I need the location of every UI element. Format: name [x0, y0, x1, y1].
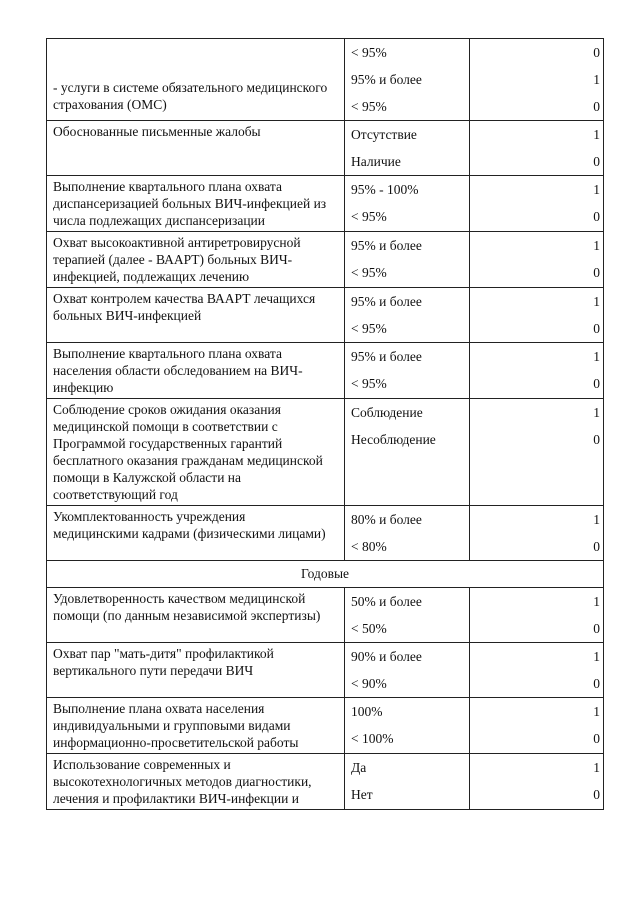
score-value: 1	[593, 512, 600, 527]
value-cell	[345, 343, 470, 399]
table-row	[47, 232, 604, 288]
indicator-value: 95% - 100%	[351, 182, 419, 197]
criterion-text	[47, 232, 344, 287]
criterion-line	[53, 62, 340, 79]
score-value: 0	[593, 787, 600, 802]
indicator-value: < 95%	[351, 265, 387, 280]
score-value: 1	[593, 182, 600, 197]
criterion-line: Обоснованные письменные жалобы	[53, 124, 261, 139]
criterion-line: помощи (по данным независимой экспертизы)	[53, 608, 321, 623]
score-cell	[470, 39, 604, 121]
criterion-cell	[47, 176, 345, 232]
table-row	[47, 288, 604, 343]
score-value: 0	[593, 209, 600, 224]
criterion-line: диспансеризацией больных ВИЧ-инфекцией из	[53, 196, 327, 211]
criterion-line: Программой государственных гарантий	[53, 436, 283, 451]
value-cell	[345, 399, 470, 506]
score-cell	[470, 121, 604, 176]
score-value: 1	[593, 760, 600, 775]
score-value: 1	[593, 405, 600, 420]
table-row	[47, 343, 604, 399]
score-value: 0	[593, 676, 600, 691]
indicator-value: Отсутствие	[351, 127, 417, 142]
score-value: 0	[593, 432, 600, 447]
indicator-value: 90% и более	[351, 649, 422, 664]
criterion-text	[47, 121, 344, 142]
criterion-line: высокотехнологичных методов диагностики,	[53, 774, 312, 789]
criterion-cell	[47, 39, 345, 121]
criterion-line: вертикального пути передачи ВИЧ	[53, 663, 254, 678]
indicator-value: Несоблюдение	[351, 432, 436, 447]
annual-section	[47, 561, 604, 588]
score-cell	[470, 176, 604, 232]
criterion-line: числа подлежащих диспансеризации	[53, 213, 266, 228]
score-value: 0	[593, 45, 600, 60]
indicator-value: < 95%	[351, 209, 387, 224]
score-value: 1	[593, 294, 600, 309]
criterion-text	[47, 643, 344, 681]
indicator-value: < 100%	[351, 731, 394, 746]
indicator-value: 95% и более	[351, 294, 422, 309]
criterion-text	[47, 754, 344, 809]
criterion-line: Использование современных и	[53, 757, 231, 772]
score-value: 0	[593, 621, 600, 636]
score-value: 1	[593, 594, 600, 609]
criterion-line: Охват пар "мать-дитя" профилактикой	[53, 646, 274, 661]
indicator-value: 50% и более	[351, 594, 422, 609]
table-row	[47, 754, 604, 810]
score-cell	[470, 698, 604, 754]
value-cell	[345, 588, 470, 643]
indicator-value: 95% и более	[351, 349, 422, 364]
criterion-line: помощи в Калужской области на	[53, 470, 242, 485]
score-cell	[470, 754, 604, 810]
indicator-value: < 95%	[351, 45, 387, 60]
criterion-text	[47, 506, 344, 544]
criterion-text	[47, 343, 344, 398]
criterion-line: больных ВИЧ-инфекцией	[53, 308, 202, 323]
criterion-line: Укомплектованность учреждения	[53, 509, 246, 524]
criterion-line: терапией (далее - ВААРТ) больных ВИЧ-	[53, 252, 293, 267]
criterion-line: информационно-просветительской работы	[53, 735, 299, 750]
criterion-cell	[47, 288, 345, 343]
indicator-value: < 95%	[351, 376, 387, 391]
score-value: 0	[593, 99, 600, 114]
criterion-line: Соблюдение сроков ожидания оказания	[53, 402, 281, 417]
criterion-cell	[47, 754, 345, 810]
score-value: 0	[593, 539, 600, 554]
quarterly-rows	[47, 39, 604, 561]
indicator-value: 95% и более	[351, 72, 422, 87]
criterion-text	[47, 39, 344, 115]
criterion-cell	[47, 588, 345, 643]
indicator-value: < 50%	[351, 621, 387, 636]
criterion-line: Охват контролем качества ВААРТ лечащихся	[53, 291, 316, 306]
criterion-text	[47, 176, 344, 231]
value-cell	[345, 698, 470, 754]
value-cell	[345, 232, 470, 288]
score-cell	[470, 643, 604, 698]
criterion-cell	[47, 232, 345, 288]
score-value: 0	[593, 265, 600, 280]
table-row	[47, 39, 604, 121]
criterion-line: Выполнение квартального плана охвата	[53, 179, 282, 194]
table-row	[47, 399, 604, 506]
criterion-line: Охват высокоактивной антиретровирусной	[53, 235, 301, 250]
score-value: 0	[593, 321, 600, 336]
criterion-line: Выполнение плана охвата населения	[53, 701, 265, 716]
indicator-value: < 95%	[351, 99, 387, 114]
indicator-value: 95% и более	[351, 238, 422, 253]
criterion-line: лечения и профилактики ВИЧ-инфекции и	[53, 791, 299, 806]
score-value: 1	[593, 72, 600, 87]
score-value: 1	[593, 127, 600, 142]
section-header-row	[47, 561, 604, 588]
criterion-line: Удовлетворенность качеством медицинской	[53, 591, 306, 606]
criterion-line: Выполнение квартального плана охвата	[53, 346, 282, 361]
score-value: 0	[593, 154, 600, 169]
indicator-value: < 95%	[351, 321, 387, 336]
table-row	[47, 698, 604, 754]
criterion-cell	[47, 698, 345, 754]
score-value: 0	[593, 376, 600, 391]
criterion-text	[47, 288, 344, 326]
criterion-cell	[47, 343, 345, 399]
criteria-table	[46, 38, 604, 810]
score-value: 1	[593, 649, 600, 664]
criterion-text	[47, 588, 344, 626]
criterion-line: соответствующий год	[53, 487, 178, 502]
criterion-line: инфекцию	[53, 380, 114, 395]
criterion-line: - услуги в системе обязательного медицинского	[53, 80, 328, 95]
criterion-line: индивидуальными и групповыми видами	[53, 718, 291, 733]
value-cell	[345, 176, 470, 232]
table-row	[47, 588, 604, 643]
table-row	[47, 176, 604, 232]
criterion-line: медицинской помощи в соответствии с	[53, 419, 278, 434]
score-cell	[470, 506, 604, 561]
score-cell	[470, 399, 604, 506]
indicator-value: 100%	[351, 704, 383, 719]
indicator-value: < 80%	[351, 539, 387, 554]
indicator-value: Наличие	[351, 154, 401, 169]
criterion-cell	[47, 121, 345, 176]
indicator-value: 80% и более	[351, 512, 422, 527]
criterion-line: населения области обследованием на ВИЧ-	[53, 363, 303, 378]
value-cell	[345, 121, 470, 176]
indicator-value: < 90%	[351, 676, 387, 691]
criterion-line: медицинскими кадрами (физическими лицами)	[53, 526, 326, 541]
score-cell	[470, 288, 604, 343]
value-cell	[345, 506, 470, 561]
score-value: 1	[593, 704, 600, 719]
value-cell	[345, 643, 470, 698]
table-row	[47, 121, 604, 176]
score-value: 1	[593, 349, 600, 364]
table-row	[47, 506, 604, 561]
table-row	[47, 643, 604, 698]
value-cell	[345, 288, 470, 343]
criterion-cell	[47, 399, 345, 506]
criterion-cell	[47, 643, 345, 698]
score-value: 1	[593, 238, 600, 253]
criterion-cell	[47, 506, 345, 561]
criterion-line: страхования (ОМС)	[53, 97, 167, 112]
value-cell	[345, 754, 470, 810]
indicator-value: Да	[351, 760, 367, 775]
score-cell	[470, 232, 604, 288]
annual-rows	[47, 588, 604, 810]
criterion-line: инфекцией, подлежащих лечению	[53, 269, 250, 284]
score-value: 0	[593, 731, 600, 746]
score-cell	[470, 588, 604, 643]
criterion-line: бесплатного оказания гражданам медицинской	[53, 453, 323, 468]
section-title: Годовые	[47, 561, 604, 588]
criterion-text	[47, 698, 344, 753]
score-cell	[470, 343, 604, 399]
value-cell	[345, 39, 470, 121]
indicator-value: Соблюдение	[351, 405, 423, 420]
criterion-text	[47, 399, 344, 505]
indicator-value: Нет	[351, 787, 373, 802]
